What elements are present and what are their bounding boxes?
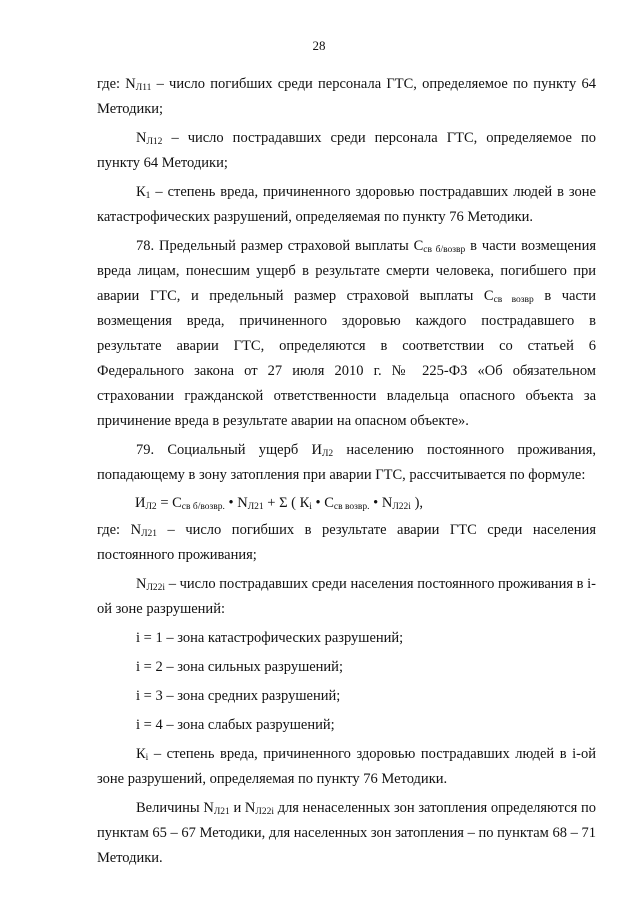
definition-k1: $К_1$ – степень вреда, причиненного здоровью пострадавших людей в зоне катастрофических разрушений, определяемая по пункту 76 Методики.: [97, 184, 596, 225]
definition-n-l21: где: $N_{Л21}$ – число погибших в результате аварии ГТС среди населения постоянного проживания;: [97, 522, 596, 563]
zone-item: i = 2 – зона сильных разрушений;: [136, 659, 343, 675]
paragraph-values-note: Величины $N_{Л21}$ и $N_{Л22i}$ для ненаселенных зон затопления определяются по пунктам 65 – 67 Методики, для населенных зон затопления – по пунктам 68 – 71 Методики.: [97, 800, 597, 866]
paragraph-78: 78. Предельный размер страховой выплаты $С_{св б/возвр}$ в части возмещения вреда лицам, понесшим ущерб в результате смерти человека, погибшего при аварии ГТС, и предельный размер страховой выплаты $С_{св возвр}$ в части возмещения вреда, причиненного здоровью каждого пострадавшего в результате аварии ГТС, определяются в соответствии со статьей 6 Федерального закона от 27 июля 2010 г. № 225-ФЗ «Об обязательном страховании гражданской ответственности владельца опасного объекта за причинение вреда в результате аварии на опасном объекте».: [97, 238, 596, 429]
page-number: 28: [312, 38, 326, 53]
definition-n-l12: $N_{Л12}$ – число пострадавших среди персонала ГТС, определяемое по пункту 64 Методики;: [97, 130, 596, 171]
definition-ki: $К_i$ – степень вреда, причиненного здоровью пострадавших людей в i-ой зоне разрушений, определяемая по пункту 76 Методики.: [97, 746, 596, 787]
definition-n-l11: где: $N_{Л11}$ – число погибших среди персонала ГТС, определяемое по пункту 64 Методики;: [97, 76, 596, 117]
zone-item: i = 1 – зона катастрофических разрушений;: [136, 630, 404, 646]
paragraph-79: 79. Социальный ущерб $И_{Л2}$ населению постоянного проживания, попадающему в зону затопления при аварии ГТС, рассчитывается по формуле:: [97, 442, 596, 483]
zone-item: i = 3 – зона средних разрушений;: [136, 688, 341, 704]
definition-n-l22i: $N_{Л22i}$ – число пострадавших среди населения постоянного проживания в i-ой зоне разрушений:: [97, 576, 596, 617]
formula-social-damage: $И_{Л2} = С_{св б/возвр.}$ • $N_{Л21} + \Sigma$ ( $К_i$ • $С_{св возвр.}$ • $N_{Л22i}$ ),: [135, 495, 424, 512]
zone-item: i = 4 – зона слабых разрушений;: [136, 717, 335, 733]
